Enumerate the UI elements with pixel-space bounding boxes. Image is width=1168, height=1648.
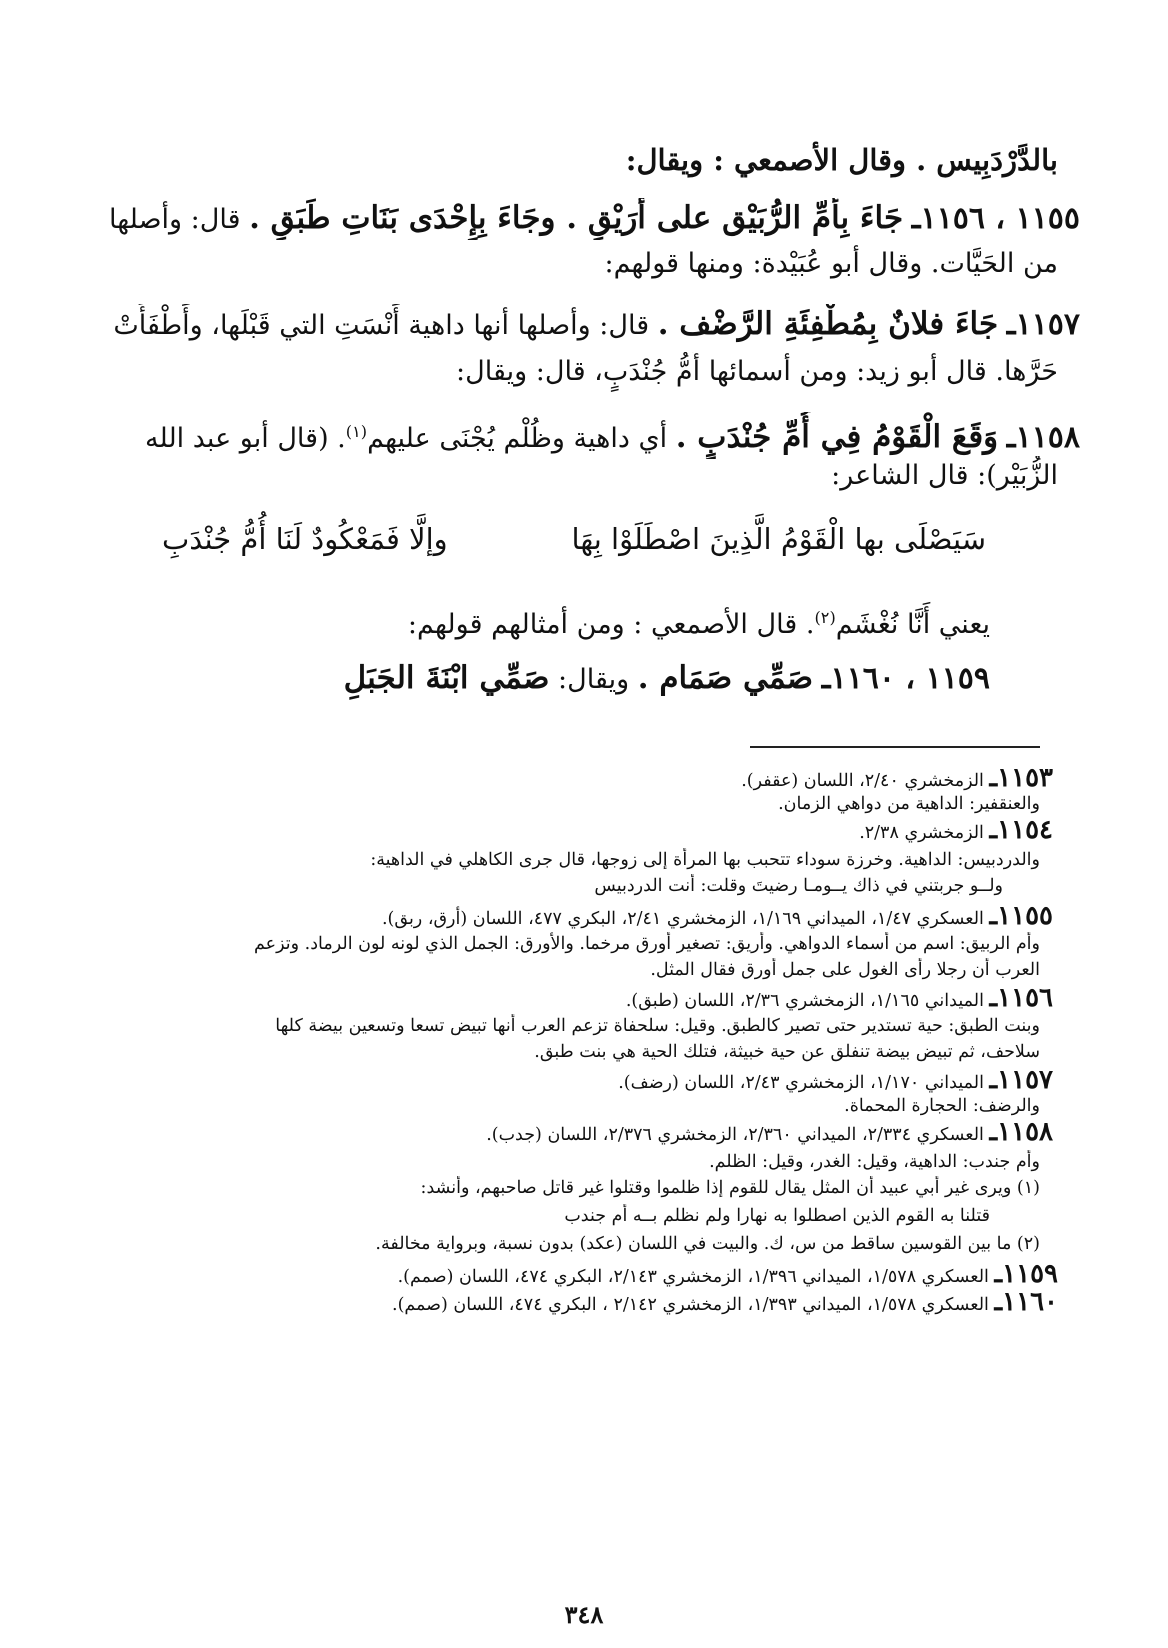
footnote-line bbox=[100, 1204, 990, 1228]
proverb-text: صَمِّي ابْنَةَ الجَبَلِ bbox=[343, 660, 550, 696]
footnote-number: ١١٦٠ـ bbox=[994, 1290, 1058, 1317]
proverb-number: ١١٥٧ـ bbox=[1006, 307, 1080, 342]
footnote-line bbox=[100, 1262, 1058, 1289]
main-line-9 bbox=[82, 658, 990, 700]
main-line-6 bbox=[82, 412, 1080, 459]
main-text: ويقال: bbox=[558, 664, 630, 695]
footnote-text: العسكري ٢/٣٣٤، الميداني ٢/٣٦٠، الزمخشري ٢/٣٧٦، اللسان (جدب). bbox=[486, 1125, 984, 1145]
footnote-text: الزمخشري ٢/٣٨. bbox=[859, 823, 984, 843]
footnote-text: والدردبيس: الداهية. وخرزة سوداء تتحبب بها المرأة إلى زوجها، قال جرى الكاهلي في الداهية: bbox=[370, 850, 1040, 870]
main-text: يعني أَنَّا نُغْشَم bbox=[835, 609, 990, 640]
footnote-line bbox=[100, 1040, 1040, 1064]
footnote-number: ١١٥٥ـ bbox=[989, 904, 1053, 931]
footnote-line bbox=[100, 792, 1040, 816]
page-number: ٣٤٨ bbox=[564, 1600, 604, 1629]
footnote-line bbox=[100, 932, 1040, 956]
footnote-line bbox=[100, 818, 1053, 845]
footnote-text: العسكري ١/٥٧٨، الميداني ١/٣٩٦، الزمخشري ٢/١٤٣، البكري ٤٧٤، اللسان (صمم). bbox=[397, 1267, 989, 1287]
main-text: . (قال أبو عبد الله bbox=[145, 423, 346, 454]
footnote-text: العرب أن رجلا رأى الغول على جمل أورق فقال المثل. bbox=[650, 960, 1040, 980]
main-text: . قال الأصمعي : ومن أمثالهم قولهم: bbox=[407, 609, 815, 640]
footnote-line bbox=[100, 986, 1053, 1013]
verse-second-hemistich: وإلَّا فَمَعْكُودٌ لَنَا أُمُّ جُنْدَبِ bbox=[162, 522, 448, 556]
footnote-line bbox=[100, 874, 1003, 898]
footnote-text: وأم جندب: الداهية، وقيل: الغدر، وقيل: الظلم. bbox=[709, 1152, 1040, 1172]
proverb-text: وَقَعَ الْقَوْمُ فِي أُمِّ جُنْدَبٍ . bbox=[675, 419, 999, 455]
main-line-2 bbox=[82, 198, 1080, 240]
footnote-line bbox=[100, 1068, 1053, 1095]
main-line-5: حَرَّها. قال أبو زيد: ومن أسمائها أُمُّ جُنْدَبٍ، قال: ويقال: bbox=[456, 356, 1058, 387]
footnote-ref: (١) bbox=[345, 422, 368, 441]
footnote-line bbox=[100, 1150, 1040, 1174]
footnote-line bbox=[100, 958, 1040, 982]
footnote-line bbox=[100, 1176, 1040, 1200]
footnote-text: ولــو جربتني في ذاك يــومـا رضيتَ وقلت: أنت الدردبيس bbox=[594, 876, 1003, 896]
footnote-text: وأم الربيق: اسم من أسماء الدواهي. وأريق: تصغير أورق مرخما. والأورق: الجمل الذي لونه لون الرماد. وتزعم bbox=[254, 934, 1040, 954]
main-line-4 bbox=[82, 304, 1080, 346]
main-text: أي داهية وظُلْم يُجْنَى عليهم bbox=[367, 423, 668, 454]
footnote-number: ١١٥٧ـ bbox=[989, 1068, 1053, 1095]
main-line-1: بالدَّرْدَبِيس . وقال الأصمعي : ويقال: bbox=[625, 143, 1058, 177]
footnote-line bbox=[100, 1094, 1040, 1118]
verse-first-hemistich: سَيَصْلَى بها الْقَوْمُ الَّذِينَ اصْطَلَوْا بِهَا bbox=[571, 522, 986, 556]
proverb-text: جَاءَ فلانٌ بِمُطْفِئَةِ الرَّضْف . bbox=[657, 306, 999, 342]
proverb-number: ١١٥٩ ، ١١٦٠ـ bbox=[821, 661, 990, 696]
footnote-number: ١١٥٣ـ bbox=[989, 766, 1053, 793]
footnote-text: الميداني ١/١٦٥، الزمخشري ٢/٣٦، اللسان (طبق). bbox=[625, 991, 984, 1011]
proverb-text: صَمِّي صَمَام . bbox=[637, 660, 814, 696]
proverb-text: جَاءَ بِأُمِّ الرُّبَيْق على أُرَيْقٍ . وجَاءَ بِإِحْدَى بَنَاتِ طَبَقٍ . bbox=[249, 200, 904, 236]
footnote-text: وبنت الطبق: حية تستدير حتى تصير كالطبق. وقيل: سلحفاة تزعم العرب أنها تبيض تسعا وتسعين بيضة كلها bbox=[275, 1016, 1040, 1036]
footnote-text: (١) ويرى غير أبي عبيد أن المثل يقال للقوم إذا ظلموا وقتلوا غير قاتل صاحبهم، وأنشد: bbox=[420, 1178, 1040, 1198]
footnote-line bbox=[100, 1014, 1040, 1038]
footnote-number: ١١٥٩ـ bbox=[994, 1262, 1058, 1289]
main-text: قال: وأصلها أنها داهية أَنْسَتِ التي قَبْلَها، وأَطْفَأَتْ bbox=[113, 310, 650, 341]
footnote-text: العسكري ١/٤٧، الميداني ١/١٦٩، الزمخشري ٢/٤١، البكري ٤٧٧، اللسان (أرق، ربق). bbox=[381, 909, 984, 929]
footnote-separator bbox=[750, 746, 1040, 748]
footnote-ref: (٢) bbox=[814, 608, 836, 627]
footnote-text: العسكري ١/٥٧٨، الميداني ١/٣٩٣، الزمخشري ٢/١٤٢ ، البكري ٤٧٤، اللسان (صمم). bbox=[392, 1295, 989, 1315]
footnote-line bbox=[100, 1290, 1058, 1317]
main-line-3: من الحَيَّات. وقال أبو عُبَيْدة: ومنها قولهم: bbox=[604, 248, 1058, 279]
footnote-line bbox=[100, 766, 1053, 793]
footnote-text: قتلنا به القوم الذين اصطلوا به نهارا ولم نظلم بــه أم جندب bbox=[564, 1206, 990, 1226]
footnote-text: الزمخشري ٢/٤٠، اللسان (عقفر). bbox=[741, 771, 984, 791]
footnote-text: الميداني ١/١٧٠، الزمخشري ٢/٤٣، اللسان (رضف). bbox=[618, 1073, 984, 1093]
footnote-text: والرضف: الحجارة المحماة. bbox=[844, 1096, 1040, 1116]
main-line-7: الزُّبَيْر): قال الشاعر: bbox=[831, 460, 1058, 491]
proverb-number: ١١٥٨ـ bbox=[1006, 420, 1080, 455]
main-text: قال: وأصلها bbox=[108, 204, 241, 235]
footnote-number: ١١٥٦ـ bbox=[989, 986, 1053, 1013]
footnote-number: ١١٥٤ـ bbox=[989, 818, 1053, 845]
footnote-line bbox=[100, 1120, 1053, 1147]
footnote-line bbox=[100, 848, 1040, 872]
footnote-text: سلاحف، ثم تبيض بيضة تنفلق عن حية خبيثة، فتلك الحية هي بنت طبق. bbox=[534, 1042, 1040, 1062]
footnote-text: والعنقفير: الداهية من دواهي الزمان. bbox=[778, 794, 1040, 814]
footnote-line bbox=[100, 1232, 1040, 1256]
main-line-8 bbox=[82, 598, 990, 645]
footnote-number: ١١٥٨ـ bbox=[989, 1120, 1053, 1147]
footnote-text: (٢) ما بين القوسين ساقط من س، ك. والبيت في اللسان (عكد) بدون نسبة، وبرواية مخالفة. bbox=[375, 1234, 1040, 1254]
footnote-line bbox=[100, 904, 1053, 931]
proverb-number: ١١٥٥ ، ١١٥٦ـ bbox=[911, 201, 1080, 236]
